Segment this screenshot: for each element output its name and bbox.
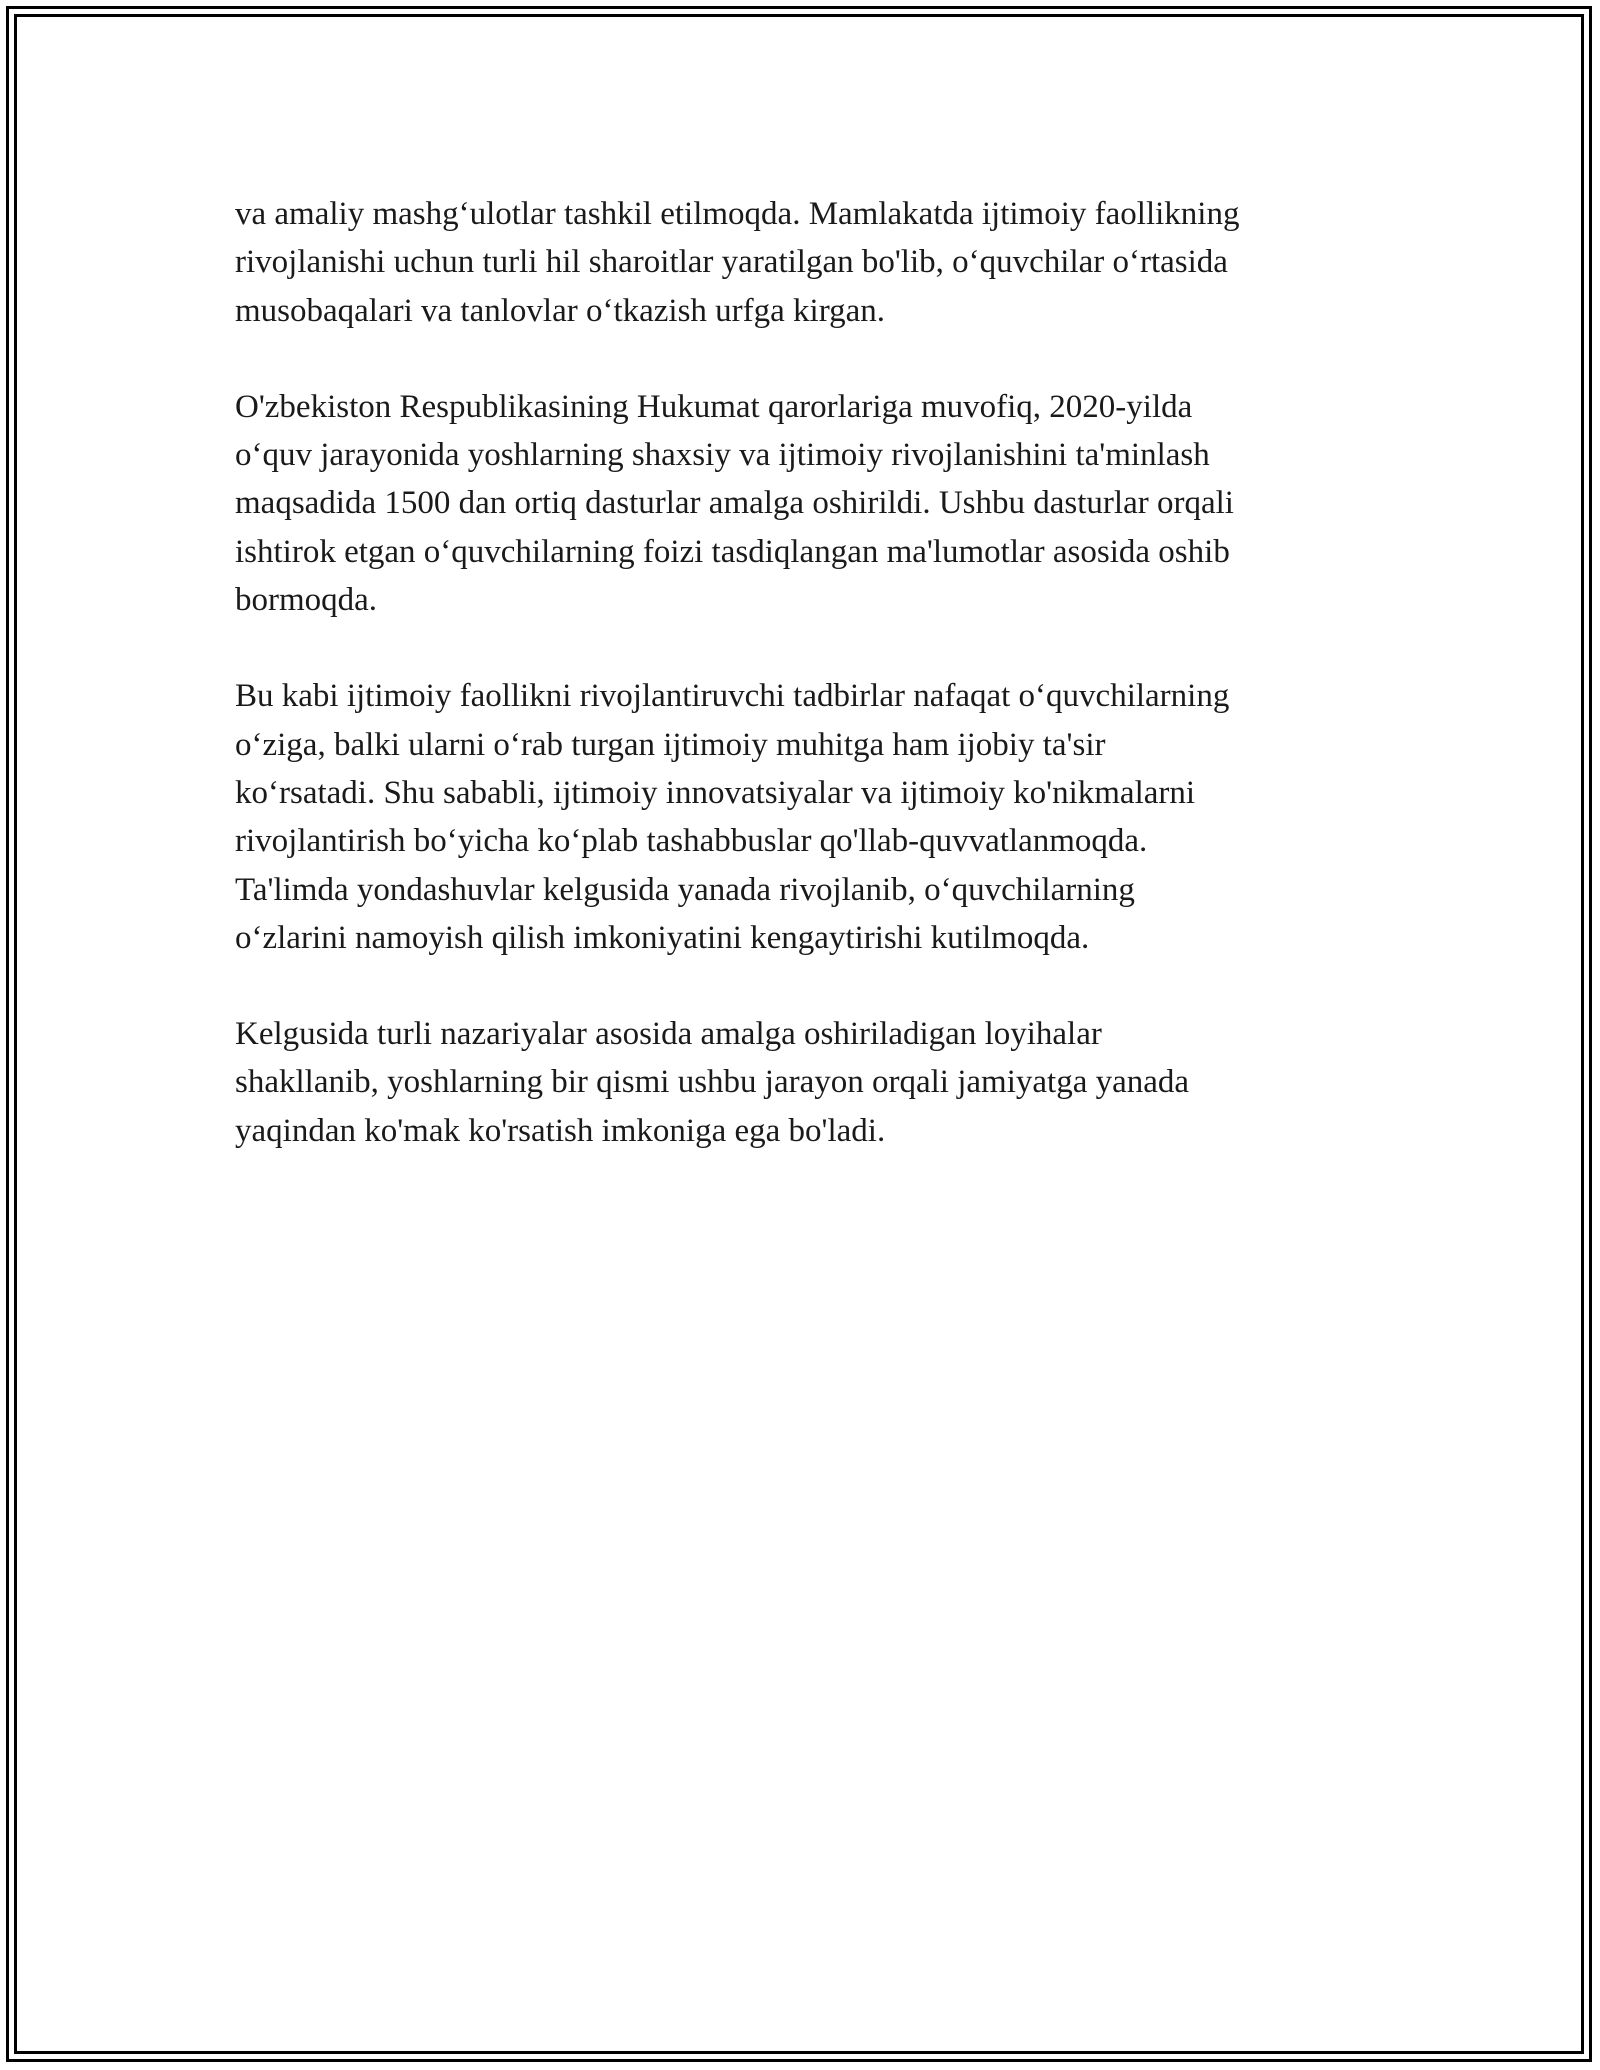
paragraph-3: Bu kabi ijtimoiy faollikni rivojlantiruvchi tadbirlar nafaqat o‘quvchilarning o‘ziga, balki ularni o‘rab turgan ijtimoiy muhitga ham ijobiy ta'sir ko‘rsatadi. Shu sababli, ijtimoiy innovatsiyalar va ijtimoiy ko'nikmalarni rivojlantirish bo‘yicha ko‘plab tashabbuslar qo'llab-quvvatlanmoqda. Ta'limda yondashuvlar kelgusida yanada rivojlanib, o‘quvchilarning o‘zlarini namoyish qilish imkoniyatini kengaytirishi kutilmoqda. <box>235 678 1230 956</box>
document-body <box>235 190 1365 1203</box>
paragraph-1: va amaliy mashg‘ulotlar tashkil etilmoqda. Mamlakatda ijtimoiy faollikning rivojlanishi uchun turli hil sharoitlar yaratilgan bo'lib, o‘quvchilar o‘rtasida musobaqalari va tanlovlar o‘tkazish urfga kirgan. <box>235 196 1240 329</box>
paragraph-2: O'zbekiston Respublikasining Hukumat qarorlariga muvofiq, 2020-yilda o‘quv jarayonida yoshlarning shaxsiy va ijtimoiy rivojlanishini ta'minlash maqsadida 1500 dan ortiq dasturlar amalga oshirildi. Ushbu dasturlar orqali ishtirok etgan o‘quvchilarning foizi tasdiqlangan ma'lumotlar asosida oshib bormoqda. <box>235 388 1234 619</box>
paragraph-4: Kelgusida turli nazariyalar asosida amalga oshiriladigan loyihalar shakllanib, yoshlarning bir qismi ushbu jarayon orqali jamiyatga yanada yaqindan ko'mak ko'rsatish imkoniga ega bo'ladi. <box>235 1016 1190 1149</box>
